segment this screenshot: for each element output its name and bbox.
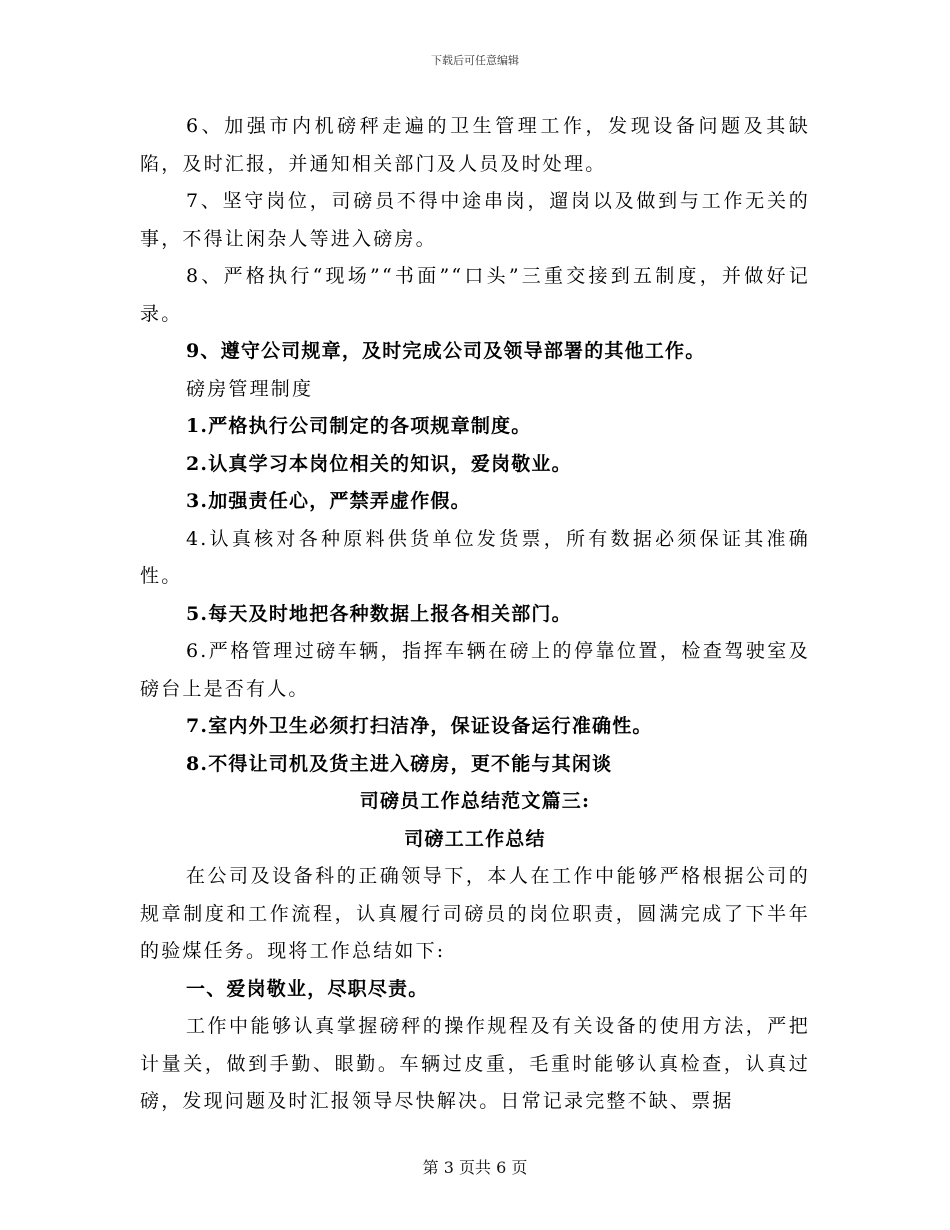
rule-item-1: 1.严格执行公司制定的各项规章制度。 bbox=[186, 415, 532, 437]
article-title: 司磅员工作总结范文篇三: bbox=[359, 790, 591, 812]
rule-item-7: 7.室内外卫生必须打扫洁净，保证设备运行准确性。 bbox=[186, 715, 653, 737]
rule-item-2: 2.认真学习本岗位相关的知识，爱岗敬业。 bbox=[186, 452, 572, 475]
paragraph-item-9: 9、遵守公司规章，及时完成公司及领导部署的其他工作。 bbox=[186, 340, 706, 362]
rule-item-4: 4.认真核对各种原料供货单位发货票，所有数据必须保证其准确性。 bbox=[140, 527, 810, 587]
paragraph-item-8: 8、严格执行“现场”“书面”“口头”三重交接到五制度，并做好记录。 bbox=[140, 265, 810, 325]
body-paragraph: 工作中能够认真掌握磅秤的操作规程及有关设备的使用方法，严把计量关，做到手勤、眼勤。车辆过皮重，毛重时能够认真检查，认真过磅，发现问题及时汇报领导尽快解决。日常记录完整不缺、票据 bbox=[140, 1015, 810, 1112]
intro-paragraph: 在公司及设备科的正确领导下，本人在工作中能够严格根据公司的规章制度和工作流程，认真履行司磅员的岗位职责，圆满完成了下半年的验煤任务。现将工作总结如下: bbox=[140, 865, 810, 962]
rule-item-8: 8.不得让司机及货主进入磅房，更不能与其闲谈 bbox=[186, 752, 613, 775]
paragraph-item-6: 6、加强市内机磅秤走遍的卫生管理工作，发现设备问题及其缺陷，及时汇报，并通知相关部门及人员及时处理。 bbox=[140, 115, 810, 175]
paragraph-item-7: 7、坚守岗位，司磅员不得中途串岗，遛岗以及做到与工作无关的事，不得让闲杂人等进入磅房。 bbox=[140, 190, 810, 250]
document-body bbox=[140, 108, 810, 1121]
rule-item-5: 5.每天及时地把各种数据上报各相关部门。 bbox=[186, 602, 572, 625]
rule-item-3: 3.加强责任心，严禁弄虚作假。 bbox=[186, 490, 471, 512]
page-header: 下载后可任意编辑 bbox=[431, 54, 519, 67]
section-heading-weighroom-rules: 磅房管理制度 bbox=[186, 377, 314, 400]
rule-item-6: 6.严格管理过磅车辆，指挥车辆在磅上的停靠位置，检查驾驶室及磅台上是否有人。 bbox=[140, 640, 810, 700]
page-footer: 第 3 页共 6 页 bbox=[422, 1158, 528, 1177]
section-heading-one: 一、爱岗敬业，尽职尽责。 bbox=[186, 977, 429, 1000]
article-subtitle: 司磅工工作总结 bbox=[404, 827, 546, 850]
